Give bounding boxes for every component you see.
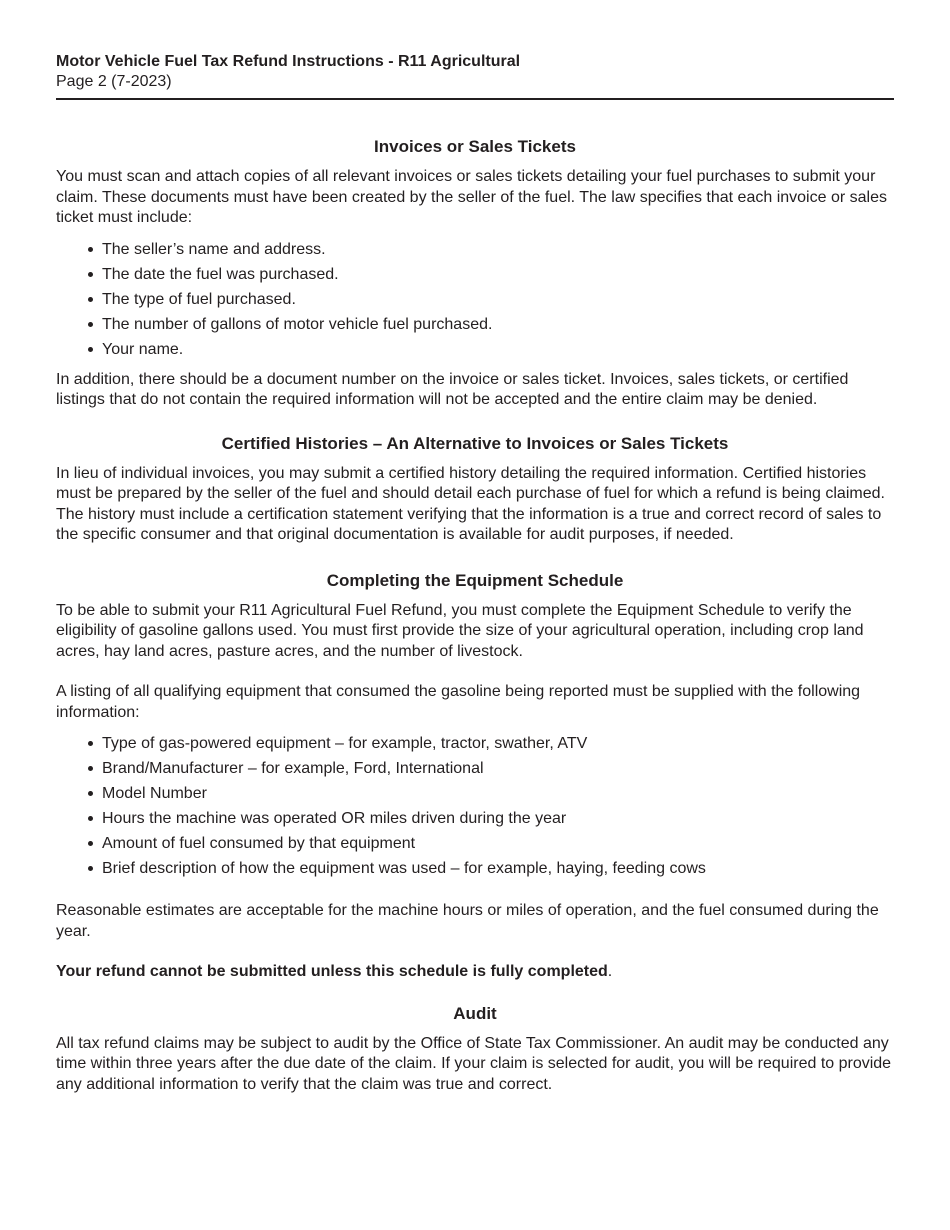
equipment-heading: Completing the Equipment Schedule xyxy=(326,570,624,590)
certified-histories-section xyxy=(56,433,894,546)
estimates-note: Reasonable estimates are acceptable for the machine hours or miles of operation, and the fuel consumed during the year. xyxy=(56,902,879,940)
invoices-note: In addition, there should be a document number on the invoice or sales ticket. Invoices, sales tickets, or certified listings that do not contain the required information will not be accepted and the entire claim may be denied. xyxy=(56,370,849,408)
list-item: Hours the machine was operated OR miles driven during the year xyxy=(56,806,894,831)
list-item: Your name. xyxy=(56,337,894,362)
list-item: Type of gas-powered equipment – for example, tractor, swather, ATV xyxy=(56,731,894,756)
list-item: Brief description of how the equipment was used – for example, haying, feeding cows xyxy=(56,856,894,881)
audit-section xyxy=(56,1003,894,1096)
schedule-warning xyxy=(56,962,894,983)
list-item: The number of gallons of motor vehicle fuel purchased. xyxy=(56,312,894,337)
document-title: Motor Vehicle Fuel Tax Refund Instructions - R11 Agricultural xyxy=(56,53,521,70)
page-number: Page 2 (7-2023) xyxy=(56,73,172,90)
equipment-section xyxy=(56,570,894,983)
document-body xyxy=(56,136,894,1095)
certified-heading: Certified Histories – An Alternative to Invoices or Sales Tickets xyxy=(221,433,729,453)
equipment-intro: To be able to submit your R11 Agricultural Fuel Refund, you must complete the Equipment Schedule to verify the eligibility of gasoline gallons used. You must first provide the size of your agricultural operation, including crop land acres, hay land acres, pasture acres, and the number of livestock. xyxy=(56,601,864,660)
list-item: Amount of fuel consumed by that equipment xyxy=(56,831,894,856)
audit-heading: Audit xyxy=(453,1003,497,1023)
audit-body: All tax refund claims may be subject to audit by the Office of State Tax Commissioner. An audit may be conducted any time within three years after the due date of the claim. If your claim is selected for audit, you will be required to provide any additional information to verify that the claim was true and correct. xyxy=(56,1034,892,1093)
invoices-intro: You must scan and attach copies of all relevant invoices or sales tickets detailing your fuel purchases to submit your claim. These documents must have been created by the seller of the fuel. The law specifies that each invoice or sales ticket must include: xyxy=(56,168,887,226)
list-item: Model Number xyxy=(56,781,894,806)
invoice-requirements-list xyxy=(56,237,894,362)
page-header xyxy=(56,52,894,92)
invoices-heading: Invoices or Sales Tickets xyxy=(374,137,576,156)
list-item: Brand/Manufacturer – for example, Ford, International xyxy=(56,756,894,781)
list-item: The seller’s name and address. xyxy=(56,237,894,262)
equipment-requirements-list xyxy=(56,731,894,881)
invoices-section xyxy=(56,136,894,411)
equipment-listing-intro: A listing of all qualifying equipment that consumed the gasoline being reported must be supplied with the following information: xyxy=(56,683,861,721)
list-item: The date the fuel was purchased. xyxy=(56,262,894,287)
certified-body: In lieu of individual invoices, you may submit a certified history detailing the required information. Certified histories must be prepared by the seller of the fuel and should detail each purchase of fuel for which a refund is being claimed. The history must include a certification statement verifying that the information is a true and correct record of sales to the specific consumer and that original documentation is available for audit purposes, if needed. xyxy=(56,464,885,543)
schedule-warning-bold: Your refund cannot be submitted unless this schedule is fully completed xyxy=(56,963,608,980)
header-divider xyxy=(56,98,894,100)
list-item: The type of fuel purchased. xyxy=(56,287,894,312)
schedule-warning-end: . xyxy=(607,963,613,980)
